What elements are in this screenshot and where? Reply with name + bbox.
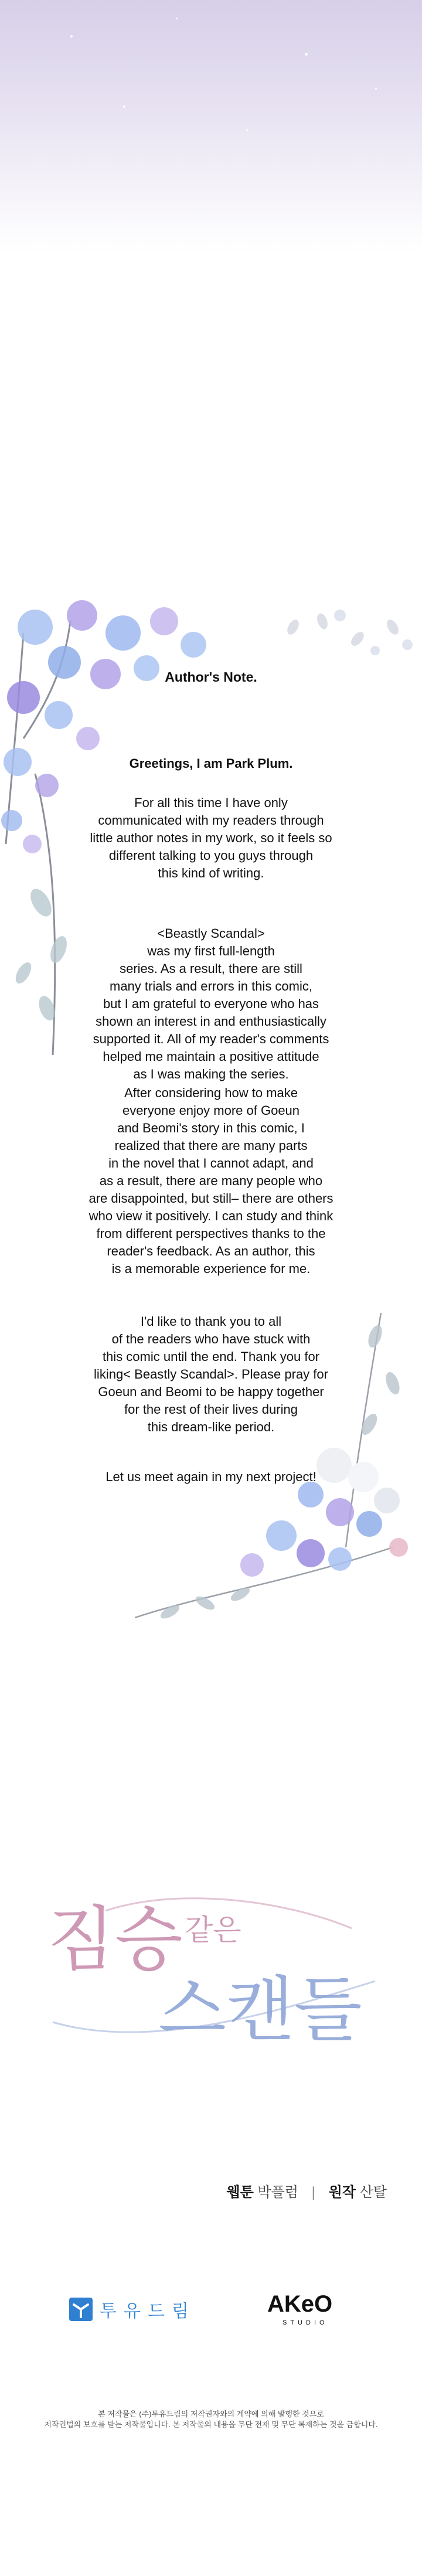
logo-title-small: 같은 bbox=[185, 1914, 241, 1947]
publisher-logo bbox=[69, 2295, 196, 2324]
note-title: Author's Note. bbox=[165, 669, 257, 685]
sparkle bbox=[246, 129, 248, 131]
copyright-line-1: 본 저작물은 (주)투유드림의 저작권자와의 계약에 의해 발행한 것으로 bbox=[98, 2410, 324, 2418]
credit-webtoon-label: 웹툰 bbox=[226, 2184, 254, 2200]
publisher-emblem-icon bbox=[69, 2298, 93, 2321]
note-paragraph-4: I'd like to thank you to all of the readers who have stuck with this comic until the end. Thank you for liking< Beastly Scandal>. Please pray for Goeun and Beomi to be happy together for the rest of their lives during this dream-like period. bbox=[94, 1314, 328, 1434]
note-paragraph-1: For all this time I have only communicated with my readers through little author notes in my work, so it feels so different talking to you guys through this kind of writing. bbox=[90, 795, 332, 880]
publisher-name: 투유드림 bbox=[100, 2302, 196, 2321]
sparkle bbox=[305, 53, 308, 56]
note-closing: Let us meet again in my next project! bbox=[106, 1469, 316, 1484]
logo-title-line1: 짐승 bbox=[47, 1901, 183, 1979]
note-greeting: Greetings, I am Park Plum. bbox=[129, 756, 293, 771]
studio-sub: STUDIO bbox=[283, 2319, 328, 2326]
sky-background bbox=[0, 0, 422, 252]
studio-logo bbox=[265, 2287, 341, 2328]
note-paragraph-3: After considering how to make everyone enjoy more of Goeun and Beomi's story in this comic, I realized that there are many parts in the novel that I cannot adapt, and as a result, there are many people who are disappointed, but still– there are others who view it positively. I can study and think from different perspectives thanks to the reader's feedback. As an author, this is a memorable experience for me. bbox=[89, 1085, 333, 1276]
copyright-notice bbox=[35, 2409, 387, 2430]
credit-webtoon-author: 박플럼 bbox=[257, 2184, 298, 2200]
copyright-line-2: 저작권법의 보호를 받는 저작물입니다. 본 저작물의 내용을 무단 전재 및 무단 복제하는 것을 금합니다. bbox=[44, 2420, 378, 2429]
note-paragraph-2: <Beastly Scandal> was my first full-length series. As a result, there are still many trials and errors in this comic, but I am grateful to everyone who has shown an interest in and enthusiastically supported it. All of my reader's comments helped me maintain a positive attitude as I was making the series. bbox=[93, 926, 329, 1081]
credit-separator: | bbox=[311, 2184, 315, 2200]
sparkle bbox=[176, 18, 178, 19]
studio-name: AKeO bbox=[267, 2291, 333, 2317]
sparkle bbox=[70, 35, 73, 38]
sparkle bbox=[123, 106, 125, 108]
logo-title-line2: 스캔들 bbox=[158, 1971, 362, 2049]
credits bbox=[211, 2180, 387, 2201]
sparkle bbox=[375, 88, 377, 90]
credit-original-label: 원작 bbox=[328, 2184, 356, 2200]
credit-original-author: 산탈 bbox=[359, 2184, 387, 2200]
title-logo bbox=[35, 1876, 387, 2075]
flower-decoration-top-right bbox=[270, 604, 422, 668]
